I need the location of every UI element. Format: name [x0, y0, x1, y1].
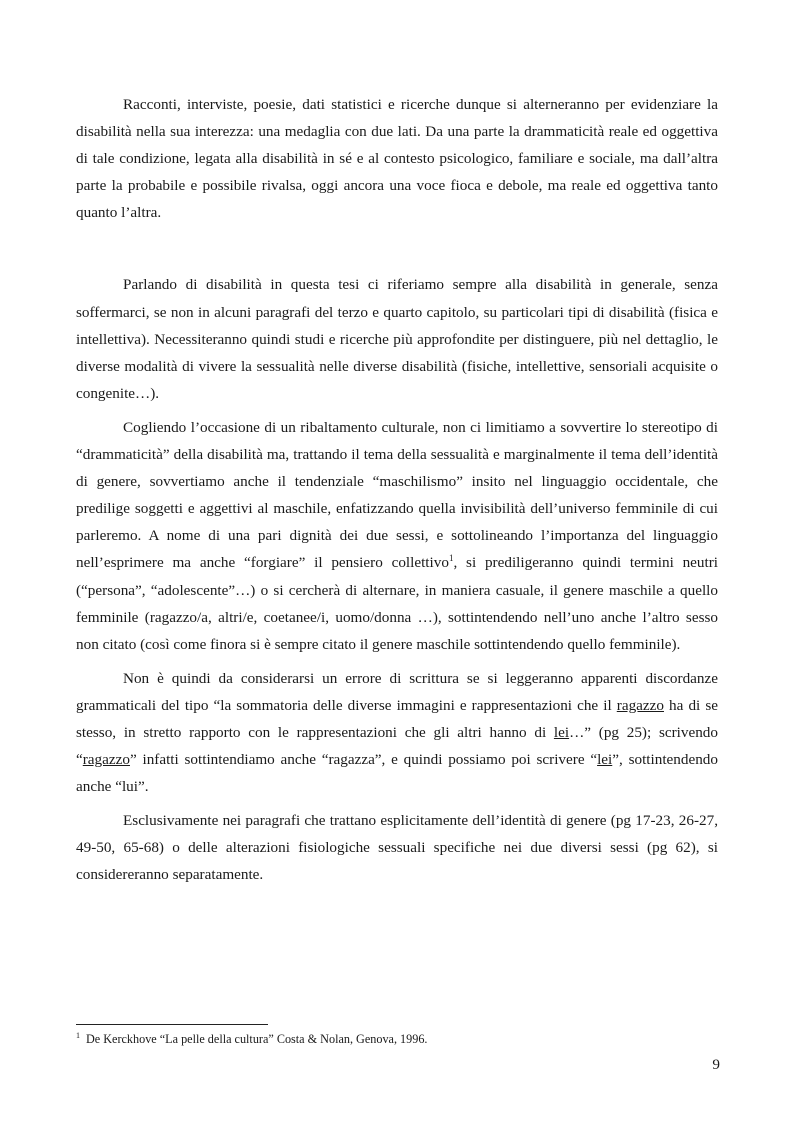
body-text — [76, 91, 718, 896]
paragraph-4-text-2: ha di se stesso, in stretto rapporto con le rappresentazioni che gli altri hanno di — [76, 696, 718, 741]
underlined-word-lei-2: lei — [597, 751, 613, 769]
footnote-reference: 1 — [448, 553, 454, 564]
underlined-word-ragazzo: ragazzo — [616, 696, 664, 714]
underlined-word-lei: lei — [553, 723, 570, 741]
paragraph-4-text-3: …” (pg 25); scrivendo “ — [76, 723, 718, 769]
footnote-divider — [76, 1024, 268, 1025]
paragraph-4-text-1: Non è quindi da considerarsi un errore di scrittura se si leggeranno apparenti discordanze grammaticali del tipo “la sommatoria delle diverse immagini e rappresentazioni che il — [76, 669, 718, 714]
paragraph-3-text-b: , si prediligeranno quindi termini neutri (“persona”, “adolescente”…) o si cercherà di alternare, in maniera casuale, il genere maschile a quello femminile (ragazzo/a, altri/e, coetanee/i, uomo/donna …), sottintendendo nell’uno anche l’altro sesso non citato (così come finora si è sempre citato il genere maschile sottintendendo quello femminile). — [76, 554, 718, 653]
paragraph-4-text-5: ”, sottintendendo anche “lui”. — [76, 751, 718, 796]
paragraph-3-text-a: Cogliendo l’occasione di un ribaltamento culturale, non ci limitiamo a sovvertire lo stereotipo di “drammaticità” della disabilità ma, trattando il tema della sessualità e marginalmente il tema dell’identità di genere, sovvertiamo anche il tendenziale “maschilismo” insito nel linguaggio occidentale, che predilige soggetti e aggettivi al maschile, enfatizzando quella invisibilità dell’universo femminile di cui parleremo. A nome di una pari dignità dei due sessi, e sottolineando l’importanza del linguaggio nell’esprimere ma anche “forgiare” il pensiero collettivo — [76, 418, 718, 572]
paragraph-2: Parlando di disabilità in questa tesi ci riferiamo sempre alla disabilità in generale, senza soffermarci, se non in alcuni paragrafi del terzo e quarto capitolo, su particolari tipi di disabilità (fisica e intellettiva). Necessiteranno quindi studi e ricerche più approfondite per distinguere, più nel dettaglio, le diverse modalità di vivere la sessualità nelle diverse disabilità (fisiche, intellettive, sensoriali acquisite o congenite…). — [76, 276, 718, 402]
page-number: 9 — [712, 1056, 720, 1073]
paragraph-1: Racconti, interviste, poesie, dati statistici e ricerche dunque si alterneranno per evidenziare la disabilità nella sua interezza: una medaglia con due lati. Da una parte la drammaticità reale ed oggettiva di tale condizione, legata alla disabilità in sé e al contesto psicologico, familiare e sociale, ma dall’altra parte la probabile e possibile rivalsa, oggi ancora una voce fioca e debole, ma reale ed oggettiva tanto quanto l’altra. — [76, 96, 718, 222]
underlined-word-ragazzo-2: ragazzo — [82, 751, 130, 769]
paragraph-3 — [76, 414, 718, 658]
paragraph-4-text-4: ” infatti sottintendiamo anche “ragazza”, e quindi possiamo poi scrivere “ — [129, 751, 598, 769]
paragraph-5: Esclusivamente nei paragrafi che trattano esplicitamente dell’identità di genere (pg 17-23, 26-27, 49-50, 65-68) o delle alterazioni fisiologiche sessuali specifiche nei due diversi sessi (pg 62), si considereranno separatamente. — [76, 812, 718, 884]
footnote — [76, 1031, 716, 1047]
footnote-marker: 1 — [76, 1030, 80, 1040]
footnote-text: De Kerckhove “La pelle della cultura” Costa & Nolan, Genova, 1996. — [86, 1032, 428, 1046]
paragraph-4 — [76, 665, 718, 800]
